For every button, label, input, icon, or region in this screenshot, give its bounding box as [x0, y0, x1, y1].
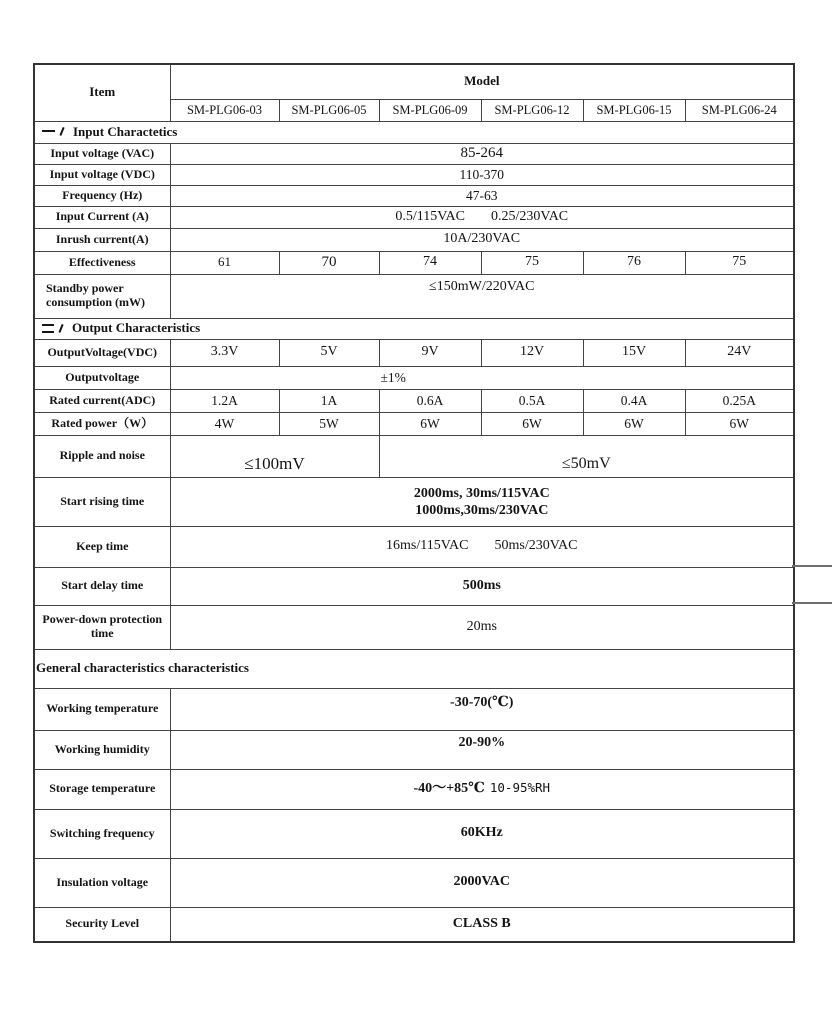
value-ripple-low-models: ≤100mV — [170, 435, 379, 477]
value-keep-time-230: 50ms/230VAC — [494, 538, 578, 554]
value-storage-temperature-range: -40～+85℃ — [413, 780, 485, 796]
value-keep-time-115: 16ms/115VAC — [386, 538, 469, 554]
label-rated-power: Rated power（W） — [34, 412, 170, 435]
item-header-cell: Item — [34, 64, 170, 121]
value-keep-time — [170, 526, 794, 567]
table-row — [34, 274, 794, 318]
value-effectiveness: 75 — [481, 251, 583, 274]
table-row — [34, 185, 794, 206]
value-output-voltage: 15V — [583, 339, 685, 366]
value-inrush-current: 10A/230VAC — [170, 228, 794, 251]
table-row — [34, 318, 794, 339]
label-frequency: Frequency (Hz) — [34, 185, 170, 206]
label-input-voltage-vdc: Input voltage (VDC) — [34, 164, 170, 185]
cjk-comma-glyph — [59, 127, 64, 136]
value-effectiveness: 75 — [685, 251, 794, 274]
value-output-voltage: 3.3V — [170, 339, 279, 366]
label-input-current: Input Current (A) — [34, 206, 170, 228]
label-rated-current: Rated current(ADC) — [34, 389, 170, 412]
spec-table — [33, 63, 795, 943]
table-row — [34, 435, 794, 477]
label-switching-frequency: Switching frequency — [34, 809, 170, 858]
value-rated-power: 6W — [481, 412, 583, 435]
label-storage-temperature: Storage temperature — [34, 769, 170, 809]
value-rated-power: 6W — [583, 412, 685, 435]
label-keep-time: Keep time — [34, 526, 170, 567]
table-row — [34, 206, 794, 228]
table-row — [34, 907, 794, 942]
table-row — [34, 164, 794, 185]
section-output-label: Output Characteristics — [72, 320, 201, 336]
label-insulation-voltage: Insulation voltage — [34, 858, 170, 907]
value-rated-power: 6W — [685, 412, 794, 435]
value-input-voltage-vac: 85-264 — [170, 143, 794, 164]
value-effectiveness: 70 — [279, 251, 379, 274]
table-edge-artifact-line-bottom — [792, 602, 832, 604]
table-row — [34, 389, 794, 412]
value-output-voltage: 9V — [379, 339, 481, 366]
table-row — [34, 809, 794, 858]
label-input-voltage-vac: Input voltage (VAC) — [34, 143, 170, 164]
model-name-cell: SM-PLG06-03 — [170, 99, 279, 121]
table-row — [34, 730, 794, 769]
table-row — [34, 339, 794, 366]
value-insulation-voltage: 2000VAC — [170, 858, 794, 907]
value-standby-power: ≤150mW/220VAC — [170, 274, 794, 318]
value-input-current — [170, 206, 794, 228]
table-row — [34, 412, 794, 435]
label-start-rising-time: Start rising time — [34, 477, 170, 526]
table-row — [34, 366, 794, 389]
value-power-down-protection: 20ms — [170, 605, 794, 649]
section-output-characteristics — [34, 318, 794, 339]
value-output-voltage-tolerance: ±1% — [170, 366, 794, 389]
value-output-voltage: 12V — [481, 339, 583, 366]
table-row — [34, 64, 794, 99]
table-row — [34, 605, 794, 649]
value-start-rising-line2: 1000ms,30ms/230VAC — [415, 502, 549, 518]
value-rated-power: 4W — [170, 412, 279, 435]
section-input-label: Input Charactetics — [73, 123, 178, 139]
label-ripple-noise: Ripple and noise — [34, 435, 170, 477]
model-header-cell: Model — [170, 64, 794, 99]
label-inrush-current: Inrush current(A) — [34, 228, 170, 251]
value-rated-current: 0.5A — [481, 389, 583, 412]
label-effectiveness: Effectiveness — [34, 251, 170, 274]
value-start-rising-time — [170, 477, 794, 526]
value-rated-power: 5W — [279, 412, 379, 435]
value-rated-power: 6W — [379, 412, 481, 435]
value-working-humidity: 20-90% — [170, 730, 794, 769]
value-input-current-230: 0.25/230VAC — [491, 208, 569, 224]
section-general-characteristics: General characteristics characteristics — [34, 649, 794, 688]
label-security-level: Security Level — [34, 907, 170, 942]
table-row — [34, 477, 794, 526]
section-input-characteristics — [34, 121, 794, 143]
table-row — [34, 649, 794, 688]
model-name-cell: SM-PLG06-24 — [685, 99, 794, 121]
table-row — [34, 526, 794, 567]
value-effectiveness: 61 — [170, 251, 279, 274]
cjk-comma-glyph — [58, 324, 63, 333]
value-frequency: 47-63 — [170, 185, 794, 206]
value-storage-humidity-range: 10-95%RH — [489, 779, 551, 795]
value-rated-current: 1.2A — [170, 389, 279, 412]
table-row — [34, 143, 794, 164]
model-name-cell: SM-PLG06-05 — [279, 99, 379, 121]
value-working-temperature: -30-70(℃) — [170, 688, 794, 730]
value-rated-current: 0.25A — [685, 389, 794, 412]
label-power-down-protection: Power-down protection time — [34, 605, 170, 649]
table-row — [34, 567, 794, 605]
value-start-rising-line1: 2000ms, 30ms/115VAC — [413, 485, 550, 501]
value-effectiveness: 74 — [379, 251, 481, 274]
value-start-delay-time: 500ms — [170, 567, 794, 605]
value-security-level: CLASS B — [170, 907, 794, 942]
value-rated-current: 0.6A — [379, 389, 481, 412]
cjk-one-glyph — [42, 130, 55, 132]
value-output-voltage: 5V — [279, 339, 379, 366]
table-row — [34, 688, 794, 730]
value-input-voltage-vdc: 110-370 — [170, 164, 794, 185]
table-row — [34, 251, 794, 274]
table-row — [34, 228, 794, 251]
cjk-two-glyph — [42, 324, 54, 333]
label-working-temperature: Working temperature — [34, 688, 170, 730]
value-switching-frequency: 60KHz — [170, 809, 794, 858]
table-row — [34, 121, 794, 143]
value-input-current-115: 0.5/115VAC — [395, 208, 465, 224]
value-rated-current: 0.4A — [583, 389, 685, 412]
table-row — [34, 858, 794, 907]
model-name-cell: SM-PLG06-09 — [379, 99, 481, 121]
value-effectiveness: 76 — [583, 251, 685, 274]
label-working-humidity: Working humidity — [34, 730, 170, 769]
label-output-voltage-tolerance: Outputvoltage — [34, 366, 170, 389]
model-name-cell: SM-PLG06-15 — [583, 99, 685, 121]
table-row — [34, 769, 794, 809]
value-storage-temperature — [170, 769, 794, 809]
model-name-cell: SM-PLG06-12 — [481, 99, 583, 121]
label-start-delay-time: Start delay time — [34, 567, 170, 605]
value-output-voltage: 24V — [685, 339, 794, 366]
label-output-voltage-vdc: OutputVoltage(VDC) — [34, 339, 170, 366]
value-ripple-high-models: ≤50mV — [379, 435, 794, 477]
value-rated-current: 1A — [279, 389, 379, 412]
label-standby-power: Standby power consumption (mW) — [34, 274, 170, 318]
table-edge-artifact-line-top — [792, 565, 832, 567]
